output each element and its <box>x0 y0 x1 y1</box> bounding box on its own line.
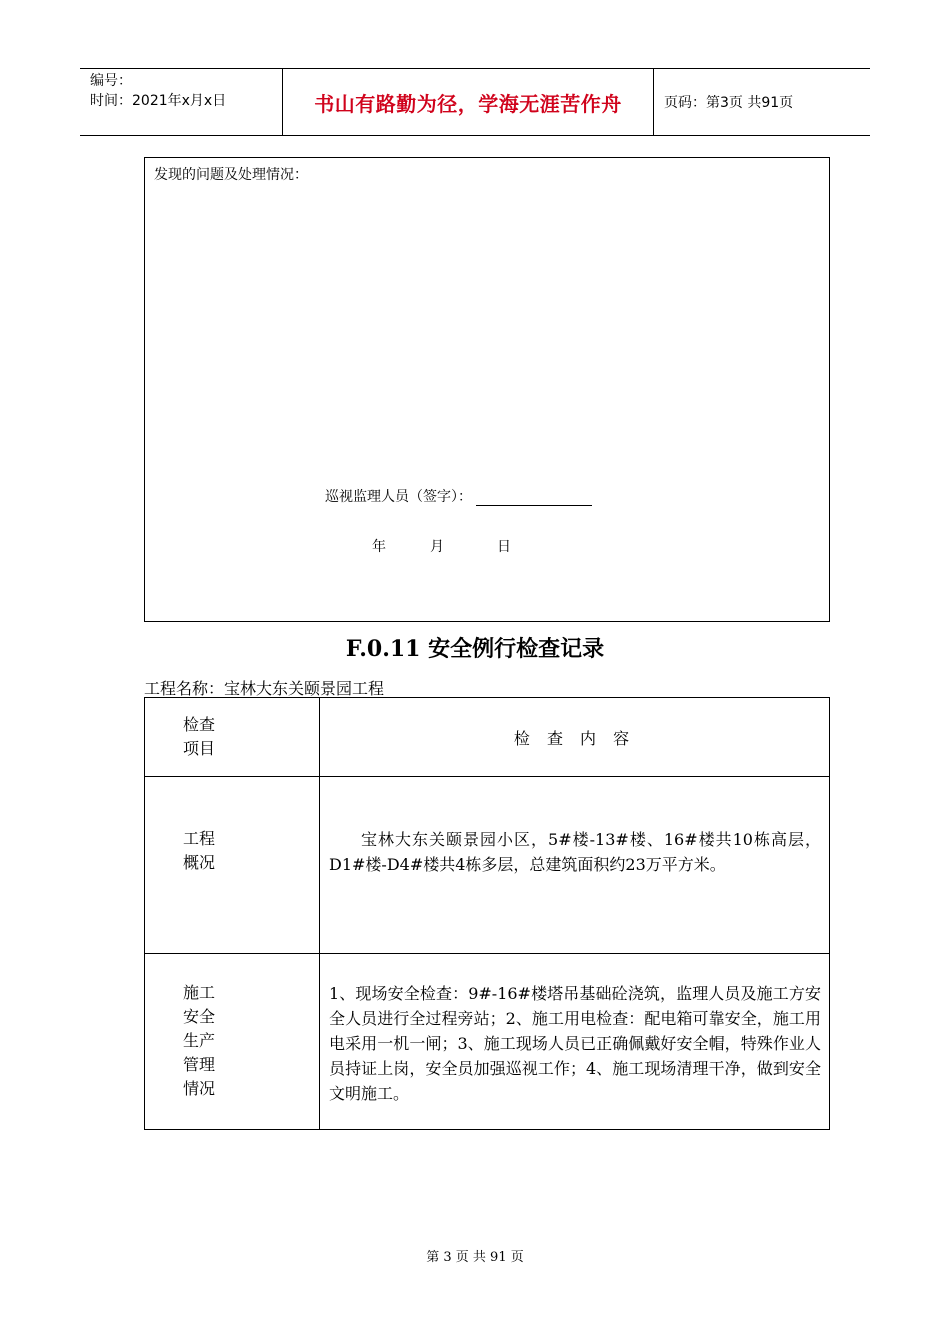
signature-row <box>325 486 592 506</box>
row-item-cell <box>145 777 320 954</box>
header-item-cell <box>145 698 320 777</box>
row-item-line: 安全 <box>183 1007 216 1026</box>
row-item-line: 情况 <box>183 1079 216 1098</box>
header-page-info: 页码：第3页 共91页 <box>664 95 794 111</box>
table-row <box>145 954 830 1130</box>
project-name: 工程名称：宝林大东关颐景园工程 <box>144 679 385 698</box>
date-day: 日 <box>497 539 511 555</box>
signature-line[interactable] <box>476 490 592 506</box>
signature-date <box>372 536 511 556</box>
row-item-cell <box>145 954 320 1130</box>
table-row <box>145 777 830 954</box>
signature-label: 巡视监理人员（签字）： <box>325 489 472 505</box>
row-content-cell <box>320 777 830 954</box>
page-footer: 第 3 页 共 91 页 <box>426 1250 524 1265</box>
row-item-line: 概况 <box>183 853 216 872</box>
header-item-line: 项目 <box>183 739 216 758</box>
header-time-label: 时间：2021年x月x日 <box>90 93 227 109</box>
date-month: 月 <box>430 539 444 555</box>
problem-handling-box <box>144 157 830 622</box>
header-code-label: 编号： <box>90 73 132 89</box>
page-header <box>80 68 870 136</box>
header-meta <box>80 69 282 135</box>
form-title: F.0.11 安全例行检查记录 <box>345 636 605 662</box>
header-item-line: 检查 <box>183 715 216 734</box>
row-item-line: 生产 <box>183 1031 216 1050</box>
table-header-row <box>145 698 830 777</box>
row-item-line: 工程 <box>183 829 216 848</box>
row-item-line: 管理 <box>183 1055 216 1074</box>
header-content-cell: 检 查 内 容 <box>320 698 830 777</box>
date-year: 年 <box>372 539 386 555</box>
safety-check-table <box>144 697 830 1130</box>
problem-handling-label: 发现的问题及处理情况： <box>154 167 308 183</box>
row-content-cell <box>320 954 830 1130</box>
row-content-text: 宝林大东关颐景园小区，5#楼-13#楼、16#楼共10栋高层，D1#楼-D4#楼共4栋多层，总建筑面积约23万平方米。 <box>329 830 821 874</box>
row-item-line: 施工 <box>183 983 216 1002</box>
header-motto: 书山有路勤为径，学海无涯苦作舟 <box>282 69 654 135</box>
row-content-text: 1、现场安全检查：9#-16#楼塔吊基础砼浇筑，监理人员及施工方安全人员进行全过程旁站；2、施工用电检查：配电箱可靠安全，施工用电采用一机一闸；3、施工现场人员已正确佩戴好安全帽，特殊作业人员持证上岗，安全员加强巡视工作；4、施工现场清理干净，做到安全文明施工。 <box>329 984 821 1103</box>
